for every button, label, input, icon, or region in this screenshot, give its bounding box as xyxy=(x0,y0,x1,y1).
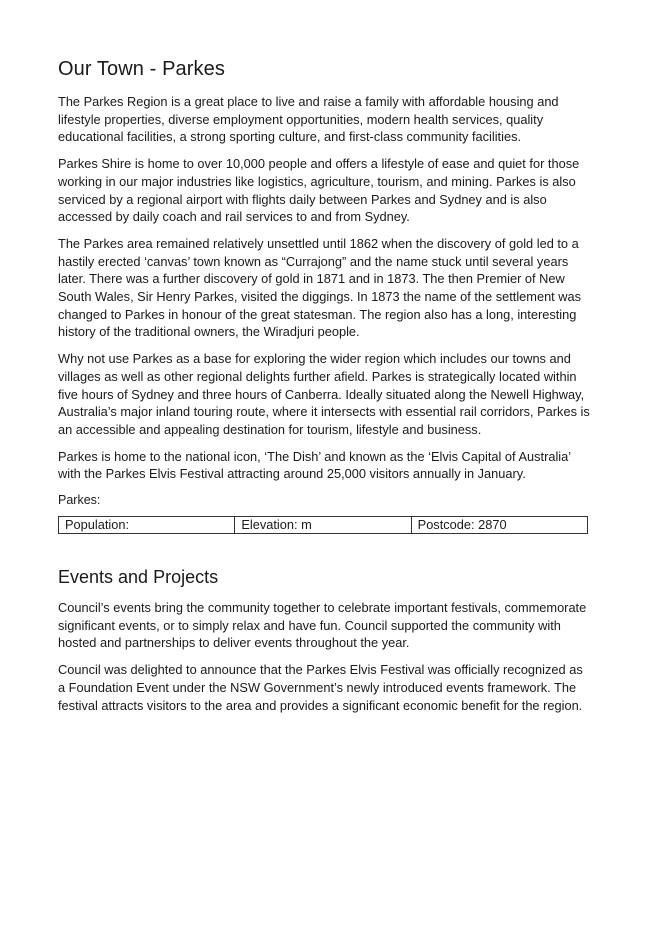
icon-paragraph: Parkes is home to the national icon, ‘The Dish’ and known as the ‘Elvis Capital of Australia’ with the Parkes Elvis Festival attracting around 25,000 visitors annually in January. xyxy=(58,448,571,482)
intro-paragraph-2: Parkes Shire is home to over 10,000 people and offers a lifestyle of ease and quiet for those working in our major industries like logistics, agriculture, tourism, and mining. Parkes is also serviced by a regional airport with flights daily between Parkes and Sydney and is also accessed by daily coach and rail services to and from Sydney. xyxy=(58,156,580,225)
town-facts-table xyxy=(58,516,588,534)
history-paragraph: The Parkes area remained relatively unsettled until 1862 when the discovery of gold led to a hastily erected ‘canvas’ town known as “Currajong” and the name stuck until several years later. There was a further discovery of gold in 1871 and in 1873. The then Premier of New South Wales, Sir Henry Parkes, visited the diggings. In 1873 the name of the settlement was changed to Parkes in honour of the great statesman. The region also has a long, interesting history of the traditional owners, the Wiradjuri people. xyxy=(58,235,582,340)
elevation-cell: Elevation: m xyxy=(235,517,411,534)
postcode-cell: Postcode: 2870 xyxy=(411,517,587,534)
section-heading-events: Events and Projects xyxy=(58,567,219,588)
intro-paragraph-1: The Parkes Region is a great place to live and raise a family with affordable housing and lifestyle properties, diverse employment opportunities, modern health services, quality educational facilities, a strong sporting culture, and first-class community facilities. xyxy=(58,94,559,145)
document-page xyxy=(58,56,590,723)
page-title: Our Town - Parkes xyxy=(58,58,225,80)
events-paragraph-2: Council was delighted to announce that the Parkes Elvis Festival was officially recognized as a Foundation Event under the NSW Government’s newly introduced events framework. The festival attracts visitors to the area and provides a significant economic benefit for the region. xyxy=(58,662,583,713)
events-paragraph-1: Council’s events bring the community together to celebrate important festivals, commemorate significant events, or to simply relax and have fun. Council supported the community with hosted and partnerships to deliver events throughout the year. xyxy=(58,600,587,651)
table-row xyxy=(59,517,588,534)
region-paragraph: Why not use Parkes as a base for exploring the wider region which includes our towns and villages as well as other regional delights further afield. Parkes is strategically located within five hours of Sydney and three hours of Canberra. Ideally situated along the Newell Highway, Australia’s major inland touring route, where it intersects with essential rail corridors, Parkes is an accessible and appealing destination for tourism, lifestyle and business. xyxy=(58,351,590,437)
population-cell: Population: xyxy=(59,517,235,534)
facts-label: Parkes: xyxy=(58,493,101,508)
